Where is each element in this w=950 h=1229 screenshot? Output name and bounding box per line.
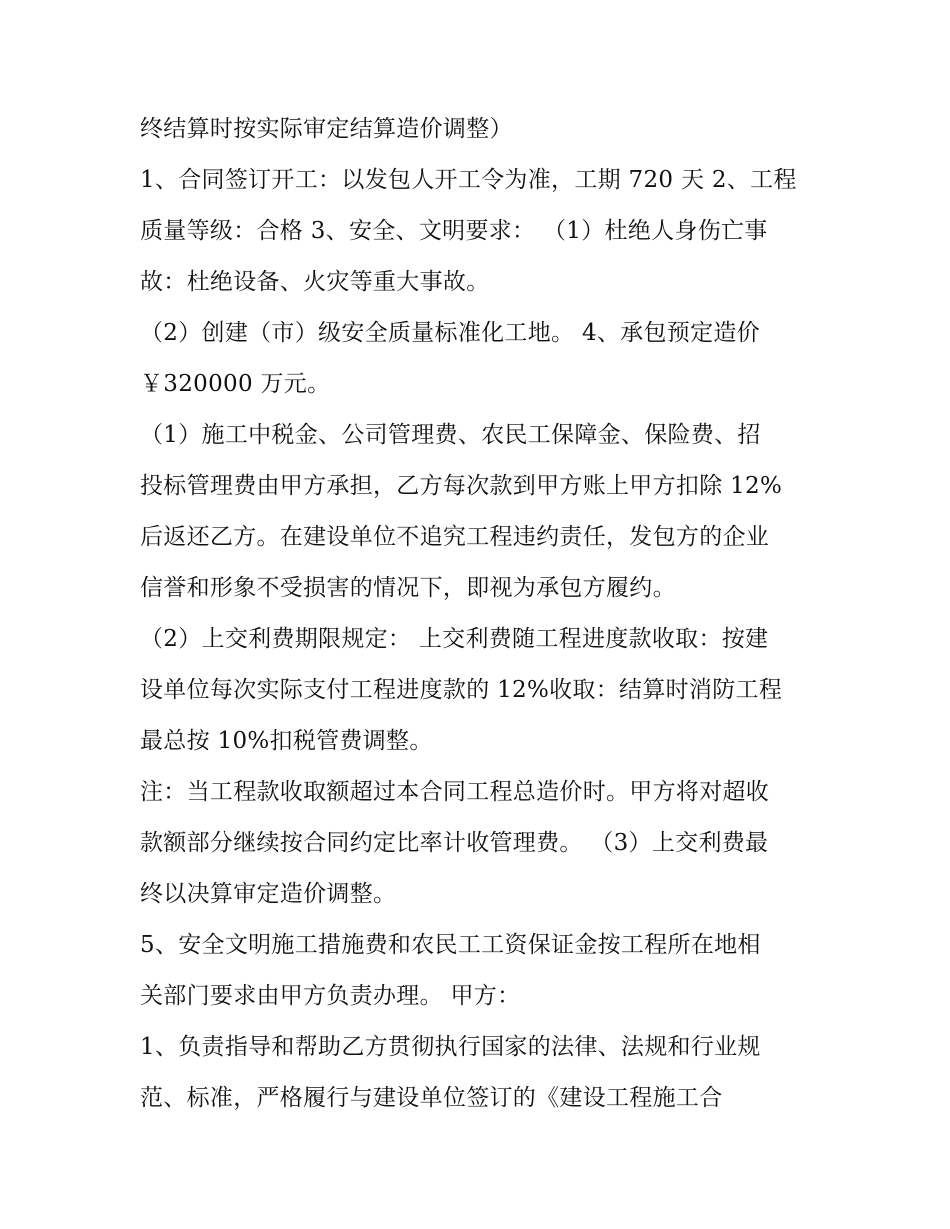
- text-line: 5、安全文明施工措施费和农民工工资保证金按工程所在地相: [140, 932, 761, 958]
- text-line: 设单位每次实际支付工程进度款的 12%收取：结算时消防工程: [140, 677, 783, 703]
- text-line: 质量等级：合格 3、安全、文明要求： （1）杜绝人身伤亡事: [140, 218, 768, 244]
- text-line: 注：当工程款收取额超过本合同工程总造价时。甲方将对超收: [140, 779, 770, 805]
- document-body: [140, 104, 830, 1124]
- text-line: ￥320000 万元。: [140, 371, 331, 397]
- text-line: 终结算时按实际审定结算造价调整）: [140, 116, 513, 142]
- text-line: 范、标准，严格履行与建设单位签订的《建设工程施工合: [140, 1085, 723, 1111]
- text-line: 最总按 10%扣税管费调整。: [140, 728, 433, 754]
- text-line: （2）上交利费期限规定： 上交利费随工程进度款收取：按建: [140, 626, 769, 652]
- text-line: 信誉和形象不受损害的情况下，即视为承包方履约。: [140, 575, 676, 601]
- text-line: 后返还乙方。在建设单位不追究工程违约责任，发包方的企业: [140, 524, 770, 550]
- text-line: 终以决算审定造价调整。: [140, 881, 397, 907]
- text-line: 款额部分继续按合同约定比率计收管理费。 （3）上交利费最: [140, 830, 769, 856]
- text-line: 关部门要求由甲方负责办理。 甲方：: [140, 983, 521, 1009]
- text-line: 投标管理费由甲方承担，乙方每次款到甲方账上甲方扣除 12%: [140, 473, 783, 499]
- text-line: （2）创建（市）级安全质量标准化工地。 4、承包预定造价: [140, 320, 760, 346]
- text-line: 1、合同签订开工：以发包人开工令为准，工期 720 天 2、工程: [140, 167, 797, 193]
- text-line: 故：杜绝设备、火灾等重大事故。: [140, 269, 490, 295]
- text-line: （1）施工中税金、公司管理费、农民工保障金、保险费、招: [140, 422, 761, 448]
- text-line: 1、负责指导和帮助乙方贯彻执行国家的法律、法规和行业规: [140, 1034, 761, 1060]
